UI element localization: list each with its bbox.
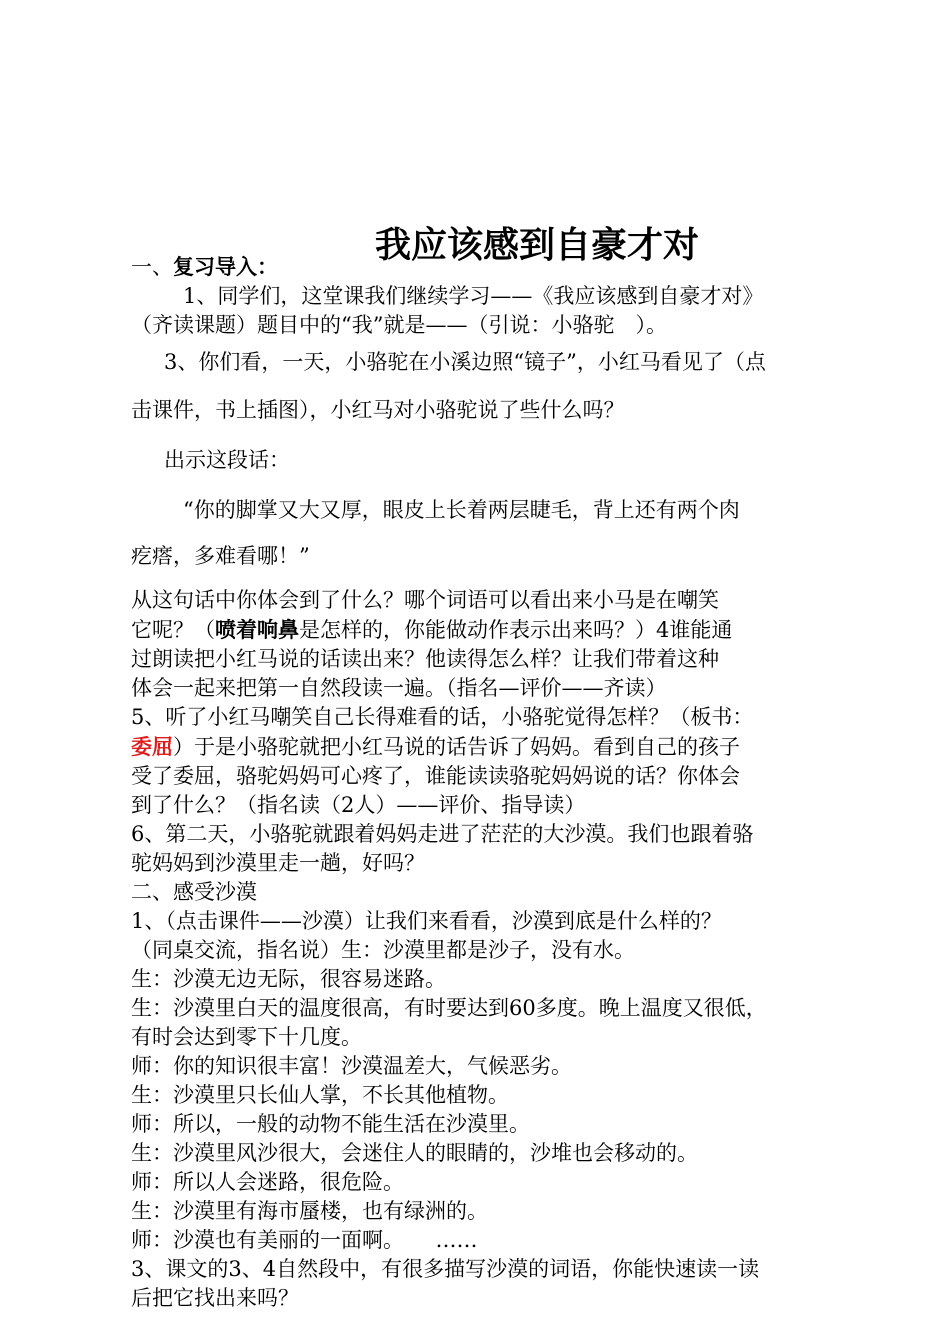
- dialogue-line: 生：沙漠无边无际，很容易迷路。: [131, 967, 446, 991]
- paragraph-line: 5、听了小红马嘲笑自己长得难看的话，小骆驼觉得怎样？（板书：: [131, 705, 754, 729]
- dialogue-line: 生：沙漠里风沙很大，会迷住人的眼睛的，沙堆也会移动的。: [131, 1141, 698, 1165]
- paragraph-line: 驼妈妈到沙漠里走一趟，好吗？: [131, 851, 425, 875]
- paragraph-line: 3、课文的3、4自然段中，有很多描写沙漠的词语，你能快速读一读: [131, 1257, 760, 1281]
- document-body: [131, 252, 873, 1313]
- paragraph-line: 受了委屈，骆驼妈妈可心疼了，谁能读读骆驼妈妈说的话？你体会: [131, 764, 740, 788]
- paragraph-line: 过朗读把小红马说的话读出来？他读得怎么样？让我们带着这种: [131, 647, 719, 671]
- paragraph-line: [131, 732, 873, 762]
- section-heading-desert: 二、感受沙漠: [131, 880, 257, 904]
- dialogue-line: 师：你的知识很丰富！沙漠温差大，气候恶劣。: [131, 1054, 572, 1078]
- dialogue-line: 师：沙漠也有美丽的一面啊。 ……: [131, 1228, 478, 1252]
- dialogue-line: 生：沙漠里有海市蜃楼，也有绿洲的。: [131, 1199, 488, 1223]
- paragraph-line: [131, 615, 873, 645]
- paragraph-line: （齐读课题）题目中的“我”就是——（引说：小骆驼 ）。: [131, 313, 667, 337]
- text-run: 是怎样的，你能做动作表示出来吗？）4谁能通: [299, 618, 733, 642]
- section-heading-review: [131, 252, 873, 282]
- paragraph-line: 1、同学们，这堂课我们继续学习——《我应该感到自豪才对》: [183, 284, 764, 308]
- paragraph-line: 到了什么？（指名读（2人）——评价、指导读）: [131, 793, 586, 817]
- paragraph-line: （同桌交流，指名说）生：沙漠里都是沙子，没有水。: [131, 938, 635, 962]
- dialogue-line: 生：沙漠里只长仙人掌，不长其他植物。: [131, 1083, 509, 1107]
- paragraph-line: 体会一起来把第一自然段读一遍。（指名—评价——齐读）: [131, 676, 667, 700]
- text-run: ）于是小骆驼就把小红马说的话告诉了妈妈。看到自己的孩子: [173, 735, 740, 759]
- quote-line: “你的脚掌又大又厚，眼皮上长着两层睫毛，背上还有两个肉: [183, 498, 740, 522]
- paragraph-line: 后把它找出来吗？: [131, 1286, 299, 1310]
- bold-term: 喷着响鼻: [215, 617, 299, 642]
- quote-line: 疙瘩，多难看哪！”: [131, 544, 310, 568]
- dialogue-line: 有时会达到零下十几度。: [131, 1025, 362, 1049]
- paragraph-line: 击课件，书上插图），小红马对小骆驼说了些什么吗？: [131, 398, 625, 422]
- paragraph-line: 出示这段话：: [164, 448, 290, 472]
- paragraph-line: 3、你们看，一天，小骆驼在小溪边照“镜子”，小红马看见了（点: [164, 350, 766, 374]
- section-title: 复习导入：: [173, 254, 278, 279]
- paragraph-line: 1、（点击课件——沙漠）让我们来看看，沙漠到底是什么样的？: [131, 909, 722, 933]
- text-run: 它呢？（: [131, 618, 215, 642]
- document-title: 我应该感到自豪才对: [375, 225, 700, 267]
- paragraph-line: 从这句话中你体会到了什么？哪个词语可以看出来小马是在嘲笑: [131, 588, 719, 612]
- dialogue-line: 师：所以，一般的动物不能生活在沙漠里。: [131, 1112, 530, 1136]
- paragraph-line: 6、第二天，小骆驼就跟着妈妈走进了茫茫的大沙漠。我们也跟着骆: [131, 822, 754, 846]
- dialogue-line: 师：所以人会迷路，很危险。: [131, 1170, 404, 1194]
- red-term: 委屈: [131, 734, 173, 759]
- section-number: 一、: [131, 255, 173, 279]
- dialogue-line: 生：沙漠里白天的温度很高，有时要达到60多度。晚上温度又很低，: [131, 996, 767, 1020]
